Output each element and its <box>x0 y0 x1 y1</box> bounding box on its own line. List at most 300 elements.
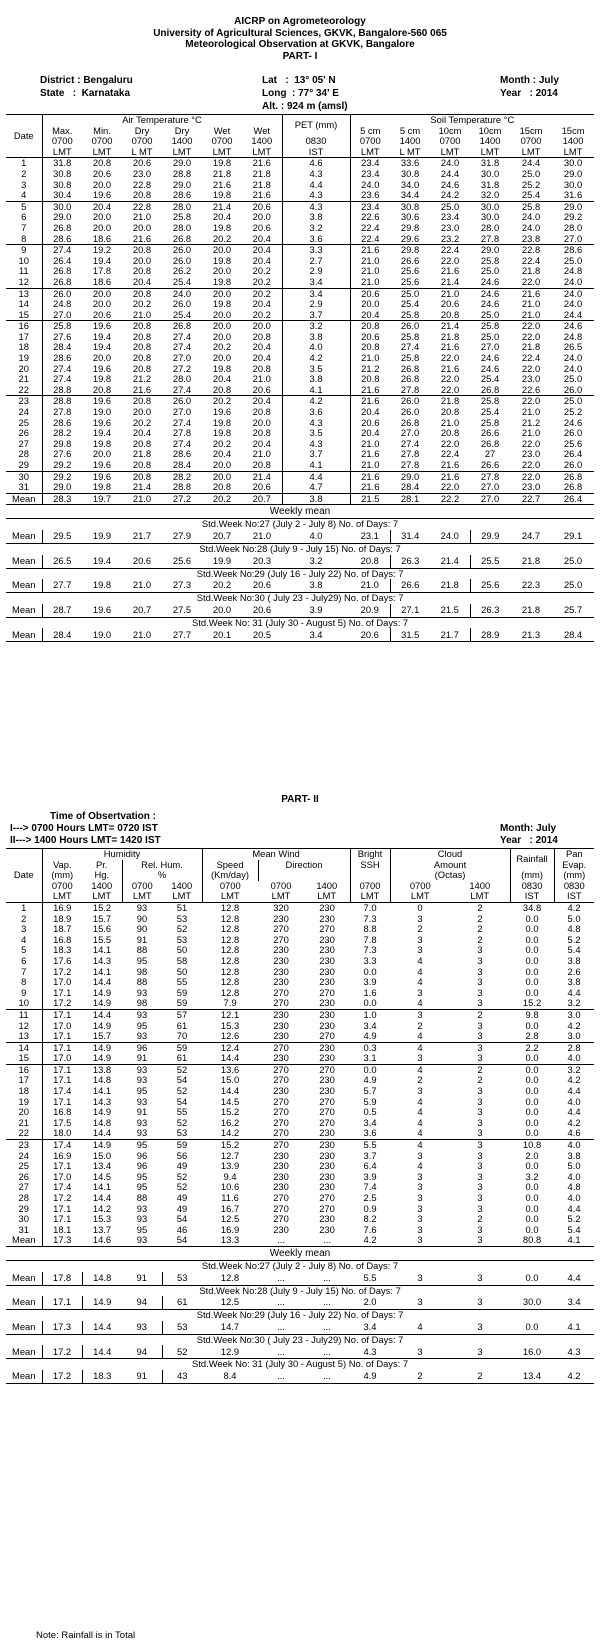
cell: 21.6 <box>132 384 152 395</box>
cell: 20.2 <box>212 493 232 504</box>
mean-cell: 61 <box>177 1296 188 1308</box>
cell: 20.8 <box>361 320 380 332</box>
cell: 21.6 <box>440 460 460 470</box>
cell: 25.2 <box>563 407 583 418</box>
p2-coltime-10: 0830 <box>510 881 554 892</box>
cell: 14.5 <box>220 1096 240 1107</box>
cell: 5.4 <box>567 945 581 956</box>
cell: 230 <box>273 955 289 966</box>
row-date: 8 <box>6 977 42 988</box>
mean-label: Mean <box>6 555 42 569</box>
table-row <box>6 223 594 234</box>
cell: 28.6 <box>53 233 72 244</box>
cell: 28.6 <box>172 190 192 201</box>
cell: 230 <box>319 1182 335 1193</box>
cell: 19.8 <box>212 222 232 233</box>
cell: 16.2 <box>220 1117 240 1128</box>
mean-cell: 25.6 <box>172 554 192 566</box>
cell: 20.0 <box>242 418 282 429</box>
mean-cell: 3 <box>417 1271 423 1283</box>
cell: 20.0 <box>361 299 380 310</box>
weekly-mean-title: Weekly mean <box>6 1247 594 1261</box>
group-pan: Pan <box>565 848 583 859</box>
cell: 20.8 <box>440 309 460 320</box>
cell: 14.2 <box>220 1128 240 1139</box>
cell: 3 <box>477 966 483 977</box>
cell: 0.0 <box>525 955 539 966</box>
cell: 3.7 <box>282 310 350 321</box>
week-label: Std.Week No:28 (July 9 - July 15) No. of Days: 7 <box>199 1285 401 1296</box>
cell: 3.8 <box>282 374 350 385</box>
cell: 3 <box>417 934 423 945</box>
cell: 23.0 <box>521 482 541 493</box>
row-date: 23 <box>6 1140 42 1151</box>
cell: 29.0 <box>53 212 72 223</box>
p2-colunit-10: IST <box>510 891 554 902</box>
cell: 18.6 <box>92 276 112 287</box>
cell: 16.8 <box>53 934 72 945</box>
cell: 3.4 <box>282 288 350 299</box>
p2-coltime-3: 1400 <box>162 881 202 892</box>
cell: 24.0 <box>521 212 541 223</box>
row-date: 6 <box>6 956 42 967</box>
mean-cell: 19.9 <box>92 530 112 542</box>
cell: 49 <box>176 1193 188 1203</box>
cell: 4.2 <box>282 353 350 364</box>
cell: 3.8 <box>282 332 350 343</box>
cell: 22.4 <box>361 233 380 244</box>
p1-colunit-1: LMT <box>92 146 112 157</box>
mean-cell: ... <box>323 1320 331 1332</box>
weekly-block <box>6 1286 594 1311</box>
cell: 25.0 <box>521 168 541 179</box>
cell: 20.4 <box>242 353 282 364</box>
p2-coltime-5: 0700 <box>270 880 292 891</box>
cell: 12.8 <box>220 977 240 988</box>
sub-amount: Amount <box>390 860 510 871</box>
table-row <box>6 439 594 450</box>
table-row <box>6 945 594 956</box>
mean-cell: 22.3 <box>521 579 541 591</box>
cell: 0.0 <box>525 1193 539 1203</box>
row-date: 10 <box>6 256 42 267</box>
cell: 27.2 <box>172 493 192 504</box>
p1-coltime-6: 0830 <box>282 136 350 147</box>
part1-header <box>0 16 600 62</box>
cell: 54 <box>176 1096 188 1107</box>
cell: 27.4 <box>53 374 72 385</box>
cell: 29.0 <box>53 482 72 493</box>
mean-cell: 2 <box>477 1370 483 1382</box>
cell: 17.4 <box>53 1182 72 1193</box>
cell: 2 <box>477 1075 483 1086</box>
p1-colname-12: 15cm <box>561 125 585 136</box>
cell: 24.0 <box>361 179 380 190</box>
cell: 7.8 <box>363 934 377 945</box>
cell: 22.8 <box>521 244 541 256</box>
cell: 20.0 <box>212 460 232 470</box>
cell: 20.0 <box>212 266 232 277</box>
mean-cell: 17.8 <box>42 1272 82 1286</box>
mean-cell: 31.4 <box>401 530 420 542</box>
cell: 22.4 <box>521 255 541 266</box>
cell: 22.0 <box>440 255 460 266</box>
table-row <box>6 266 594 277</box>
cell: 21.0 <box>521 299 541 310</box>
mean-cell: 91 <box>122 1370 162 1384</box>
row-date: 20 <box>6 1107 42 1118</box>
cell: 5.9 <box>363 1096 377 1107</box>
cell: 20.2 <box>212 342 232 353</box>
row-date: 3 <box>6 924 42 935</box>
mean-cell: 27.7 <box>53 579 72 591</box>
cell: 24.6 <box>480 276 500 287</box>
cell: 14.4 <box>92 977 112 988</box>
mean-cell: 20.8 <box>350 555 390 569</box>
cell: 230 <box>319 1150 335 1161</box>
cell: 20.2 <box>212 233 232 244</box>
mean-cell: 3.9 <box>309 603 323 615</box>
cell: 25.0 <box>440 201 460 212</box>
p1-coltime-11: 0700 <box>520 136 542 147</box>
cell: 23.0 <box>521 374 541 385</box>
row-date: Mean <box>6 1235 42 1246</box>
state: State : Karnataka <box>40 88 131 99</box>
p1-coltime-7: 0700 <box>359 136 381 147</box>
cell: 4 <box>417 977 423 988</box>
observation-2: II---> 1400 Hours LMT= 1420 IST <box>10 835 161 846</box>
mean-cell: 27.7 <box>172 628 192 640</box>
cell: 3.8 <box>567 1150 581 1161</box>
cell: 20.0 <box>92 179 112 190</box>
cell: 25.0 <box>480 266 500 277</box>
week-label: Std.Week No:27 (July 2 - July 8) No. of Days: 7 <box>201 1260 399 1271</box>
cell: 3.8 <box>282 212 350 223</box>
cell: 4.2 <box>567 1075 581 1086</box>
cell: 3.6 <box>282 234 350 245</box>
mean-label: Mean <box>6 1370 42 1384</box>
cell: 22.8 <box>132 179 152 190</box>
row-date: 28 <box>6 1193 42 1204</box>
table-row <box>6 1053 594 1064</box>
table-row <box>6 935 594 946</box>
mean-cell: 3 <box>477 1345 483 1357</box>
row-date: 18 <box>6 342 42 353</box>
mean-cell: 27.1 <box>401 603 420 615</box>
mean-cell: 4.9 <box>363 1370 377 1382</box>
p2-colunit-1: LMT <box>82 891 122 902</box>
cell: 21.6 <box>521 288 541 299</box>
weekly-block <box>6 618 594 643</box>
cell: 20.2 <box>242 288 282 299</box>
cell: 19.8 <box>212 363 232 374</box>
cell: 2 <box>477 1064 483 1075</box>
table-row <box>6 1064 594 1075</box>
cell: 21.6 <box>361 471 380 482</box>
cell: 28.0 <box>172 222 192 233</box>
cell: 22.4 <box>361 222 380 233</box>
cell: 21.4 <box>242 471 282 482</box>
p1-colname-4: Wet <box>213 125 231 136</box>
mean-cell: 28.4 <box>563 628 583 640</box>
mean-cell: 17.1 <box>42 1296 82 1310</box>
cell: 20.4 <box>242 256 282 267</box>
cell: 23.0 <box>132 168 152 179</box>
cell: 20.8 <box>440 407 460 418</box>
cell: 4.3 <box>282 190 350 201</box>
row-date: 2 <box>6 914 42 925</box>
cell: 4.2 <box>282 396 350 407</box>
cell: 13.9 <box>220 1161 240 1172</box>
cell: 0 <box>417 902 423 913</box>
cell: 23.0 <box>440 222 460 233</box>
altitude: Alt. : 924 m (amsl) <box>262 101 348 112</box>
table-row <box>6 1118 594 1129</box>
cell: 4.3 <box>282 418 350 429</box>
cell: 24.0 <box>563 288 583 299</box>
cell: 21.8 <box>132 449 152 460</box>
cell: 93 <box>136 1128 148 1139</box>
cell: 27.6 <box>53 331 72 342</box>
cell: 20.6 <box>440 299 460 310</box>
cell: 16.9 <box>53 902 72 913</box>
cell: 20.2 <box>242 266 282 277</box>
p2-coltime-9: 1400 <box>450 881 510 892</box>
mean-cell: 3.8 <box>309 579 323 591</box>
table-row <box>6 1140 594 1151</box>
cell: 88 <box>136 1193 148 1203</box>
cell: 20.0 <box>92 212 112 223</box>
cell: 4 <box>417 966 423 977</box>
mean-cell: 21.0 <box>350 579 390 593</box>
cell: 21.0 <box>521 428 541 439</box>
cell: 0.0 <box>525 1020 539 1031</box>
table-row <box>6 1128 594 1139</box>
cell: 11.6 <box>221 1193 239 1203</box>
cell: 7.3 <box>363 913 377 924</box>
cell: 22.0 <box>521 395 541 407</box>
cell: 24.6 <box>480 363 500 374</box>
week-mean-row <box>6 1345 594 1359</box>
week-mean-row <box>6 1321 594 1335</box>
p1-coltime-4: 0700 <box>211 136 233 147</box>
cell: 91 <box>136 1107 148 1118</box>
cell: 14.9 <box>92 1107 112 1118</box>
cell: 26.8 <box>480 438 500 449</box>
week-label: Std.Week No:28 (July 9 - July 15) No. of Days: 7 <box>199 543 401 554</box>
cell: 0.0 <box>525 1117 539 1128</box>
mean-cell: 14.7 <box>220 1320 240 1332</box>
mean-cell: 19.6 <box>92 603 112 615</box>
cell: 4.1 <box>282 460 350 471</box>
cell: 28.4 <box>400 482 420 493</box>
cell: 2 <box>477 924 483 935</box>
cell: 28.0 <box>172 374 192 385</box>
row-date: 22 <box>6 1128 42 1139</box>
cell: 4 <box>417 1031 423 1042</box>
table-row <box>6 1161 594 1172</box>
cell: 19.4 <box>92 342 112 353</box>
cell: 26.0 <box>400 407 420 418</box>
cell: 0.0 <box>525 987 539 998</box>
cell: 27.6 <box>53 449 72 460</box>
cell: 15.2 <box>522 998 542 1009</box>
cell: 3 <box>417 1214 423 1225</box>
row-date: 6 <box>6 212 42 223</box>
mean-label: Mean <box>6 1345 42 1359</box>
cell: 25.6 <box>563 438 583 449</box>
cell: 4.6 <box>282 158 350 169</box>
cell: 21.6 <box>361 395 380 407</box>
cell: 26.4 <box>563 449 583 460</box>
cell: 22.4 <box>440 244 460 256</box>
mean-cell: 3.4 <box>567 1296 581 1308</box>
cell: 12.8 <box>220 987 240 998</box>
cell: 3.3 <box>282 245 350 256</box>
cell: 3 <box>417 1086 423 1097</box>
cell: 14.8 <box>92 1075 112 1086</box>
mean-cell: 20.3 <box>252 554 272 566</box>
cell: 20.0 <box>132 222 152 233</box>
cell: 4.4 <box>567 1203 581 1214</box>
cell: 3 <box>417 1150 423 1161</box>
cell: 22.8 <box>132 201 152 212</box>
mean-cell: 94 <box>122 1345 162 1359</box>
cell: 20.8 <box>212 482 232 493</box>
cell: 7.0 <box>363 902 377 913</box>
row-date: 5 <box>6 201 42 212</box>
cell: 0.0 <box>525 1203 539 1214</box>
table-row <box>6 364 594 375</box>
cell: 14.4 <box>220 1086 240 1097</box>
cell: 26.8 <box>400 417 420 428</box>
cell: 3 <box>477 1107 483 1118</box>
cell: 20.8 <box>132 266 152 277</box>
cell: 19.8 <box>212 255 232 266</box>
p1-colunit-3: LMT <box>172 146 192 157</box>
p2-colunit-4: LMT <box>220 891 240 902</box>
cell: 3 <box>477 1150 483 1161</box>
cell: 21.0 <box>361 353 380 364</box>
cell: 54 <box>176 1214 188 1225</box>
cell: 93 <box>136 1214 148 1225</box>
cell: 20.4 <box>361 428 380 439</box>
cell: 230 <box>319 1020 335 1031</box>
cell: 20.0 <box>92 449 112 460</box>
row-date: 8 <box>6 234 42 245</box>
cell: 23.0 <box>521 449 541 460</box>
cell: 20.0 <box>212 309 232 320</box>
cell: 2.6 <box>567 966 581 977</box>
week-label: Std.Week No:30 ( July 23 - July29) No. of Days: 7 <box>196 1334 404 1345</box>
cell: 3.6 <box>282 407 350 418</box>
table-row <box>6 1151 594 1162</box>
cell: 29.2 <box>53 471 72 482</box>
cell: 230 <box>319 1171 335 1182</box>
mean-cell: 20.6 <box>252 603 272 615</box>
cell: 17.1 <box>53 1031 72 1042</box>
cell: 230 <box>319 977 335 988</box>
cell: 230 <box>319 945 335 956</box>
cell: 6.4 <box>363 1161 377 1172</box>
mean-cell: 3.2 <box>309 554 323 566</box>
cell: 3 <box>477 987 483 998</box>
cell: 20.8 <box>212 384 232 395</box>
cell: 4 <box>417 1128 423 1139</box>
cell: 25.8 <box>400 309 420 320</box>
part2-weekly-means <box>0 1247 600 1384</box>
table-row <box>6 428 594 439</box>
cell: 26.8 <box>400 363 420 374</box>
cell: 24.0 <box>563 353 583 364</box>
cell: 12.8 <box>220 966 240 977</box>
cell: 34.0 <box>400 179 420 190</box>
cell: 28.8 <box>172 482 192 493</box>
cell: 34.4 <box>400 190 420 201</box>
row-date: 12 <box>6 1021 42 1032</box>
cell: 230 <box>319 1042 335 1053</box>
mean-cell: 17.2 <box>42 1345 82 1359</box>
cell: 93 <box>136 1235 148 1246</box>
cell: 34.8 <box>522 902 542 913</box>
row-date: 25 <box>6 1161 42 1172</box>
table-row <box>6 277 594 288</box>
cell: 20.8 <box>132 244 152 256</box>
mean-cell: ... <box>277 1320 285 1332</box>
cell: 26.6 <box>480 460 500 470</box>
table-row <box>6 310 594 321</box>
cell: 14.5 <box>92 1171 112 1182</box>
table-row <box>6 321 594 332</box>
part1-table <box>6 114 594 505</box>
cell: 24.0 <box>440 157 460 169</box>
week-label: Std.Week No:27 (July 2 - July 8) No. of Days: 7 <box>201 519 399 530</box>
cell: 26.0 <box>53 288 72 299</box>
mean-cell: 28.7 <box>53 603 72 615</box>
cell: 24.0 <box>521 222 541 233</box>
cell: 14.4 <box>92 1193 112 1203</box>
mean-cell: 20.1 <box>212 628 232 640</box>
cell: 24.2 <box>440 190 460 201</box>
cell: 18.7 <box>53 924 72 935</box>
p1-coltime-5: 1400 <box>242 136 282 147</box>
p2-coltime-11: 0830 <box>563 880 585 891</box>
cell: 14.4 <box>92 1128 112 1139</box>
cell: 4.1 <box>567 1235 581 1246</box>
mean-cell: ... <box>277 1296 285 1308</box>
mean-cell: 28.4 <box>53 628 72 640</box>
cell: 22.0 <box>521 363 541 374</box>
cell: 3 <box>477 1161 483 1172</box>
p1-colname-2: Dry <box>134 125 150 136</box>
cell: 4.2 <box>363 1235 377 1246</box>
cell: 21.0 <box>361 460 380 470</box>
table-row <box>6 956 594 967</box>
table-row <box>6 1172 594 1183</box>
cell: 3 <box>477 1086 483 1097</box>
cell: 2 <box>417 1075 423 1086</box>
unit-rain: (mm) <box>510 870 554 881</box>
cell: 0.0 <box>525 966 539 977</box>
cell: 24.4 <box>563 309 583 320</box>
row-date: 15 <box>6 310 42 321</box>
cell: 22.0 <box>521 320 541 332</box>
p2-coltime-4: 0700 <box>219 880 241 891</box>
row-date: 2 <box>6 169 42 180</box>
p2-coltime-8: 0700 <box>409 880 431 891</box>
cell: 30.0 <box>53 201 72 212</box>
cell: 20.8 <box>132 331 152 342</box>
